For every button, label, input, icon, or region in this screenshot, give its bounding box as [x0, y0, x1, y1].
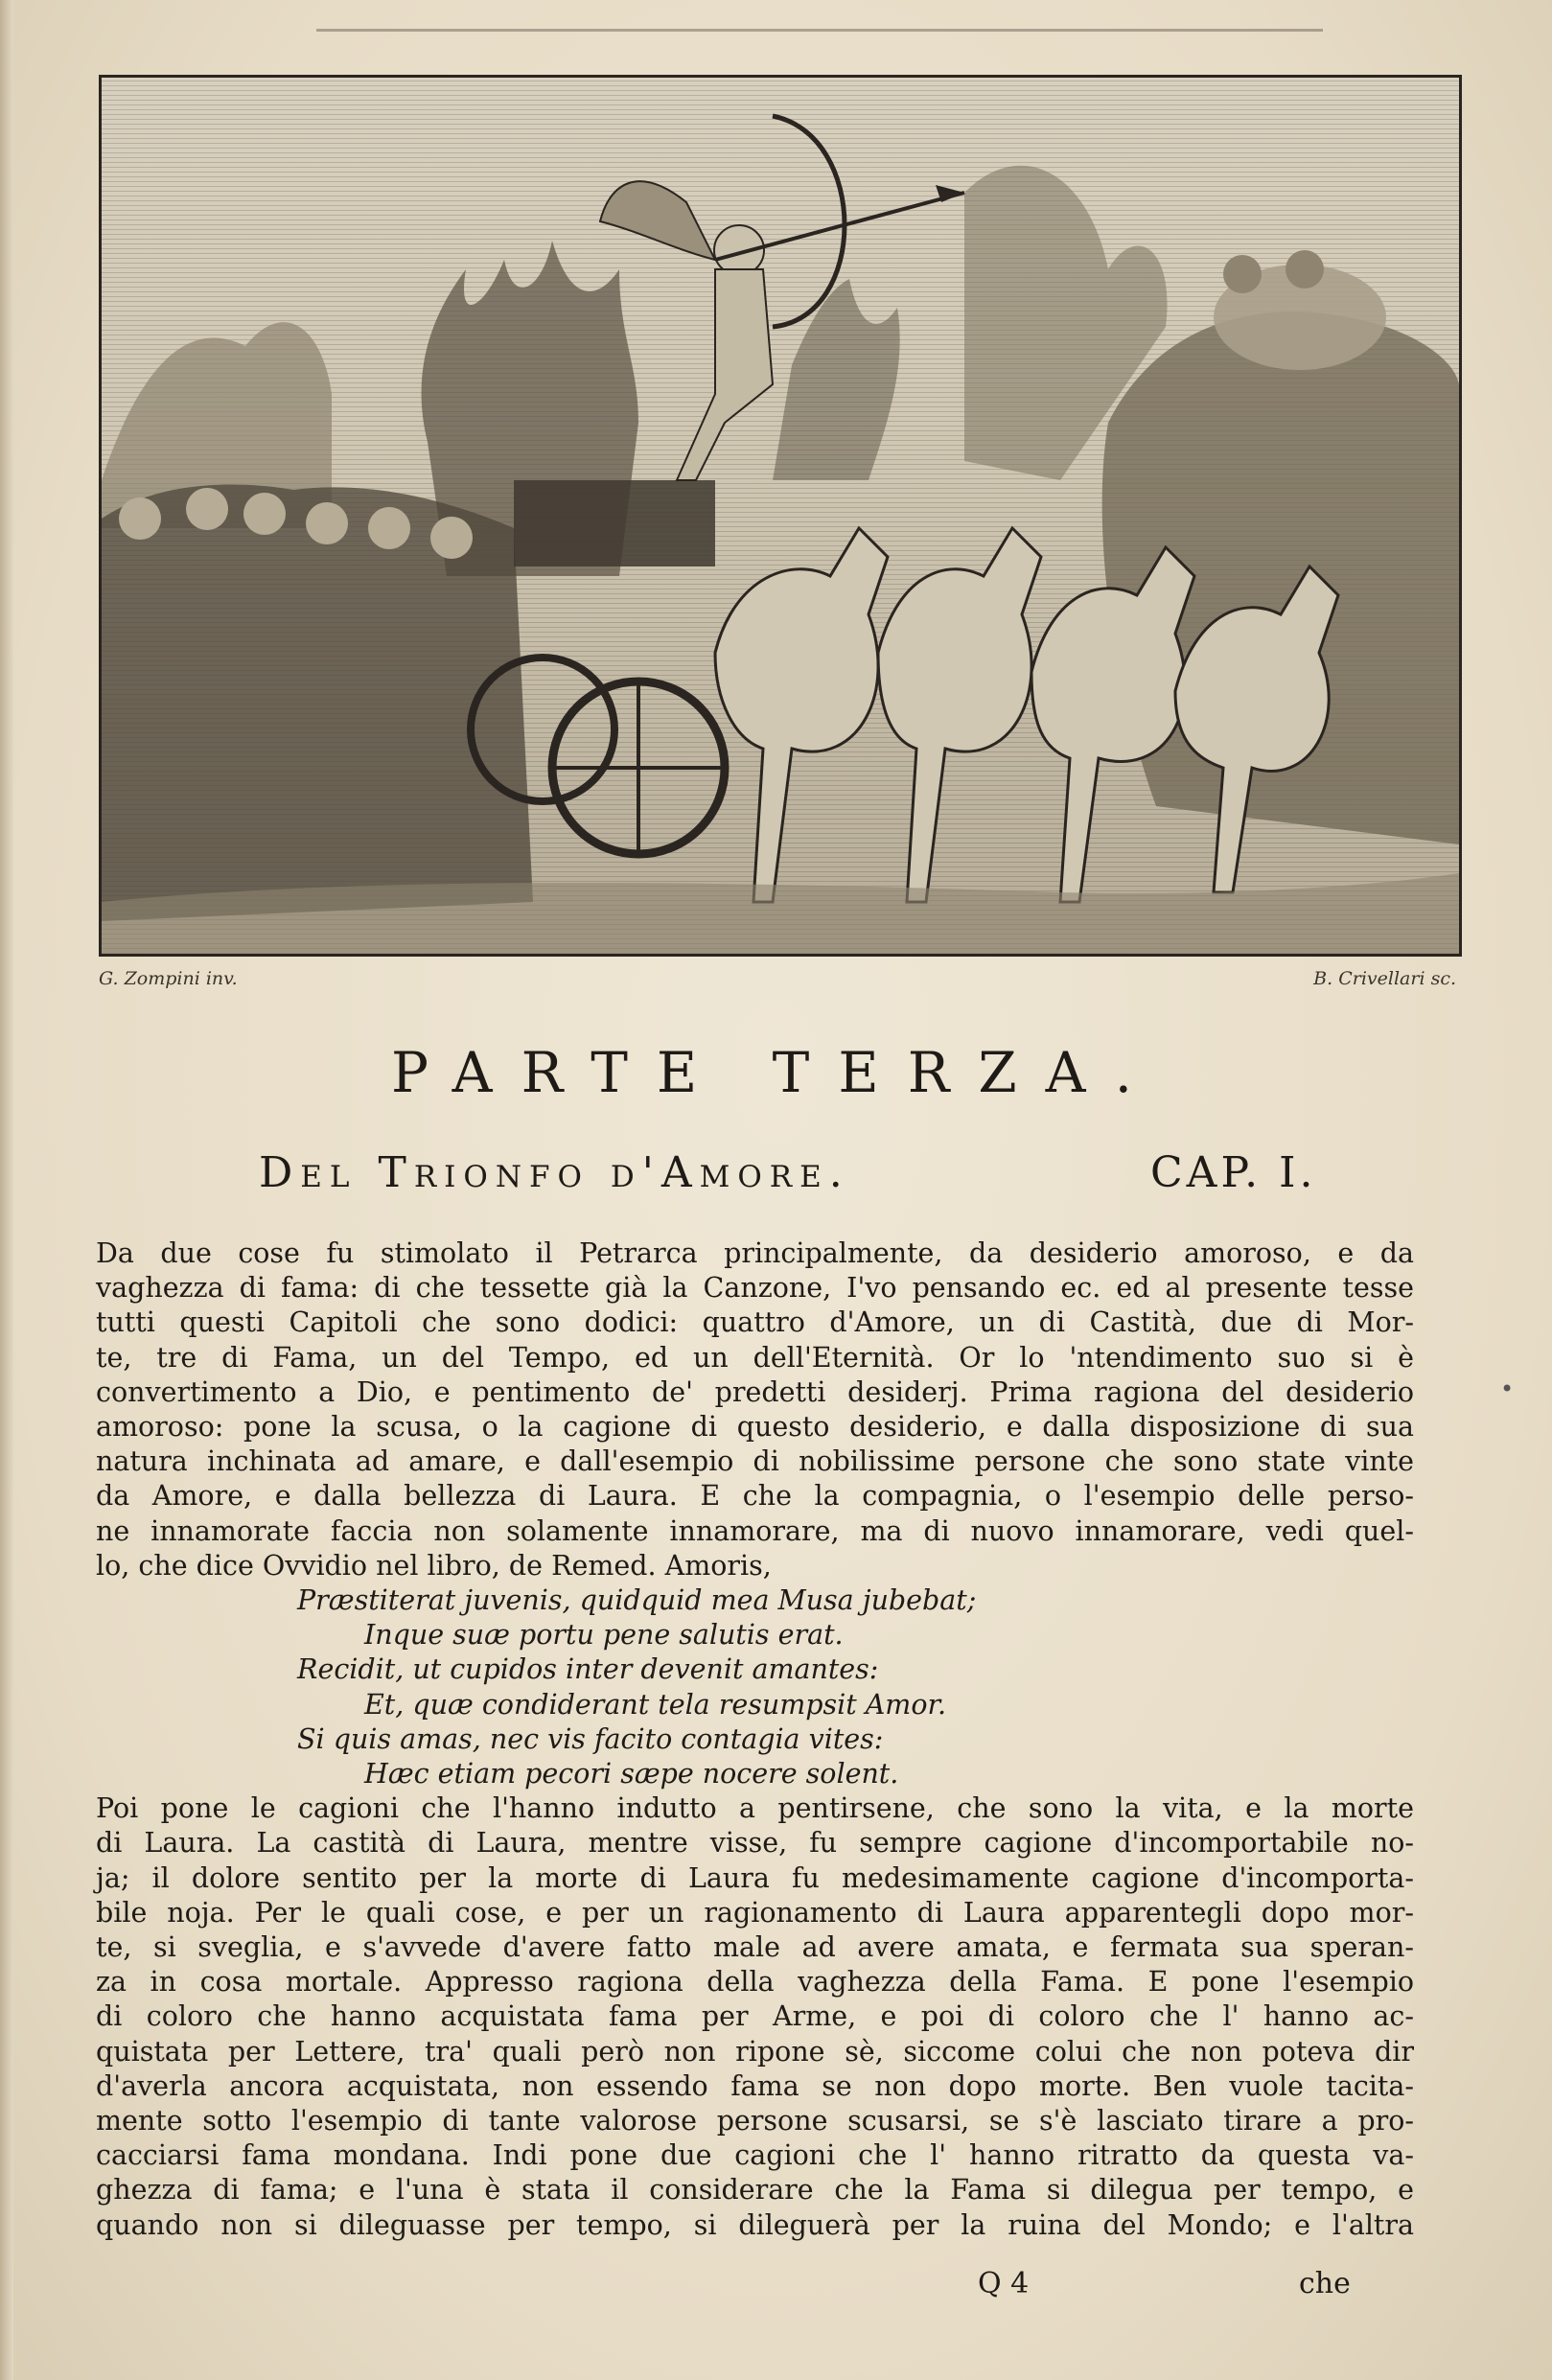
- latin-verse-quote: [96, 1583, 1414, 1791]
- chapter-number: CAP. I.: [1150, 1148, 1317, 1197]
- text-line: quistata per Lettere, tra' quali però non ripone sè, siccome colui che non poteva dir: [96, 2035, 1414, 2068]
- text-line: natura inchinata ad amare, e dall'esempio di nobilissime persone che sono state vinte: [96, 1445, 1414, 1478]
- verse-line: Recidit, ut cupidos inter devenit amantes:: [297, 1653, 879, 1686]
- chapter-title: Del Trionfo d'Amore.: [259, 1148, 850, 1197]
- text-line: mente sotto l'esempio di tante valorose persone scusarsi, se s'è lasciato tirare a pro-: [96, 2105, 1414, 2137]
- margin-dot: •: [1500, 1375, 1515, 1402]
- text-line: di Laura. La castità di Laura, mentre visse, fu sempre cagione d'incomportabile no-: [96, 1827, 1414, 1860]
- page-footer: [0, 2267, 1552, 2305]
- engraving-engraver-credit: B. Crivellari sc.: [1313, 968, 1456, 989]
- text-line: te, tre di Fama, un del Tempo, ed un dell'Eternità. Or lo 'ntendimento suo si è: [96, 1341, 1414, 1374]
- text-line: cacciarsi fama mondana. Indi pone due cagioni che l' hanno ritratto da questa va-: [96, 2139, 1414, 2172]
- text-line: d'averla ancora acquistata, non essendo fama se non dopo morte. Ben vuole tacita-: [96, 2069, 1414, 2102]
- text-line: ghezza di fama; e l'una è stata il considerare che la Fama si dilegua per tempo, e: [96, 2174, 1414, 2207]
- engraving-inventor-credit: G. Zompini inv.: [99, 968, 238, 989]
- text-line: ne innamorate faccia non solamente innamorare, ma di nuovo innamorare, vedi quel-: [96, 1514, 1414, 1547]
- part-title: PARTE TERZA.: [390, 1040, 1161, 1105]
- text-line: Da due cose fu stimolato il Petrarca principalmente, da desiderio amoroso, e da: [96, 1237, 1414, 1269]
- body-text: [96, 1236, 1414, 2243]
- verse-line: Inque suæ portu pene salutis erat.: [364, 1619, 844, 1652]
- verse-line: Præstiterat juvenis, quidquid mea Musa jubebat;: [297, 1584, 977, 1617]
- text-line: quando non si dileguasse per tempo, si dileguerà per la ruina del Mondo; e l'altra: [96, 2208, 1414, 2241]
- text-line: ja; il dolore sentito per la morte di Laura fu medesimamente cagione d'incomporta-: [96, 1861, 1414, 1894]
- text-line: amoroso: pone la scusa, o la cagione di questo desiderio, e dalla disposizione di sua: [96, 1411, 1414, 1444]
- text-line: lo, che dice Ovvidio nel libro, de Remed. Amoris,: [96, 1549, 772, 1582]
- text-line: Poi pone le cagioni che l'hanno indutto a pentirsene, che sono la vita, e la morte: [96, 1792, 1414, 1825]
- verse-line: Si quis amas, nec vis facito contagia vites:: [297, 1722, 884, 1755]
- text-line: vaghezza di fama: di che tessette già la Canzone, I'vo pensando ec. ed al presente tesse: [96, 1272, 1414, 1305]
- paragraph-one: [96, 1236, 1414, 1583]
- signature-mark: Q 4: [978, 2267, 1030, 2300]
- verse-line: Et, quæ condiderant tela resumpsit Amor.: [364, 1688, 947, 1721]
- triumph-of-love-engraving: [102, 78, 1459, 954]
- text-line: convertimento a Dio, e pentimento de' predetti desiderj. Prima ragiona del desiderio: [96, 1375, 1414, 1408]
- text-line: di coloro che hanno acquistata fama per Arme, e poi di coloro che l' hanno ac-: [96, 2000, 1414, 2033]
- engraving-illustration: [99, 75, 1462, 957]
- paragraph-two: [96, 1791, 1414, 2243]
- top-rule: [316, 29, 1323, 32]
- catchword: che: [1299, 2267, 1351, 2300]
- verse-line: Hæc etiam pecori sæpe nocere solent.: [364, 1758, 899, 1791]
- page-spine-shadow: [0, 0, 13, 2380]
- text-line: da Amore, e dalla bellezza di Laura. E che la compagnia, o l'esempio delle perso-: [96, 1480, 1414, 1513]
- chapter-heading: [259, 1148, 1409, 1197]
- text-line: bile noja. Per le quali cose, e per un ragionamento di Laura apparentegli dopo mor-: [96, 1896, 1414, 1929]
- text-line: tutti questi Capitoli che sono dodici: quattro d'Amore, un di Castità, due di Mor-: [96, 1306, 1414, 1339]
- text-line: za in cosa mortale. Appresso ragiona della vaghezza della Fama. E pone l'esempio: [96, 1966, 1414, 1999]
- text-line: te, si sveglia, e s'avvede d'avere fatto male ad avere amata, e fermata sua speran-: [96, 1931, 1414, 1964]
